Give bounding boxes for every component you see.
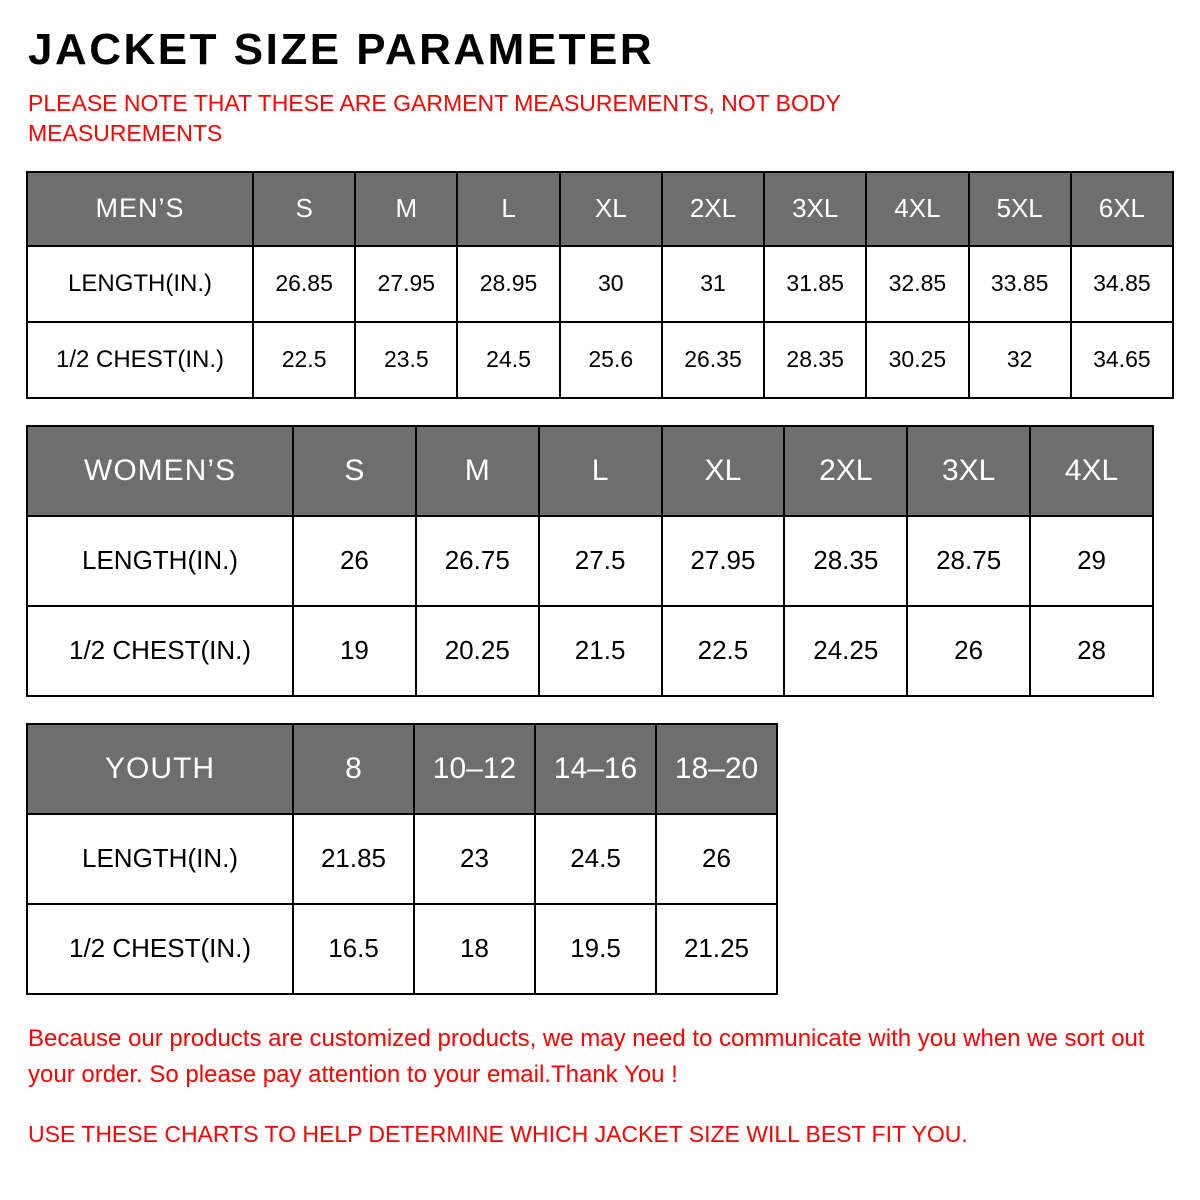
table-cell: 24.25 [784, 606, 907, 696]
column-header: 3XL [907, 426, 1030, 516]
table-cell: 27.5 [539, 516, 662, 606]
mens-size-table [26, 171, 1174, 399]
table-cell: 32 [969, 322, 1071, 398]
table-cell: 20.25 [416, 606, 539, 696]
table-cell: 22.5 [662, 606, 785, 696]
customization-notice: Because our products are customized products, we may need to communicate with you when we sort out your order. So please pay attention to your email.Thank You ! [28, 1024, 1145, 1088]
womens-size-table [26, 425, 1154, 697]
table-cell: 26 [907, 606, 1030, 696]
table-cell: 25.6 [560, 322, 662, 398]
column-header: 2XL [662, 172, 764, 246]
table-cell: 23 [414, 814, 535, 904]
table-cell: 26.85 [253, 246, 355, 322]
column-header: 14–16 [535, 724, 656, 814]
table-cell: 24.5 [535, 814, 656, 904]
column-header: XL [662, 426, 785, 516]
column-header: M [416, 426, 539, 516]
table-cell: 34.65 [1071, 322, 1173, 398]
table-row [27, 606, 1153, 696]
table-cell: 26.75 [416, 516, 539, 606]
table-header-row [27, 724, 777, 814]
row-label: 1/2 CHEST(IN.) [27, 904, 293, 994]
row-label: LENGTH(IN.) [27, 516, 293, 606]
row-label: 1/2 CHEST(IN.) [27, 322, 253, 398]
table-cell: 21.25 [656, 904, 777, 994]
table-cell: 23.5 [355, 322, 457, 398]
column-header: M [355, 172, 457, 246]
table-cell: 28.35 [764, 322, 866, 398]
column-header: XL [560, 172, 662, 246]
youth-size-table [26, 723, 778, 995]
table-row [27, 322, 1173, 398]
column-header: 3XL [764, 172, 866, 246]
column-header: 6XL [1071, 172, 1173, 246]
column-header: 2XL [784, 426, 907, 516]
column-header: MEN’S [27, 172, 253, 246]
table-cell: 26 [656, 814, 777, 904]
table-row [27, 516, 1153, 606]
column-header: S [293, 426, 416, 516]
table-cell: 30 [560, 246, 662, 322]
table-cell: 22.5 [253, 322, 355, 398]
column-header: 10–12 [414, 724, 535, 814]
column-header: 18–20 [656, 724, 777, 814]
table-row [27, 246, 1173, 322]
table-cell: 32.85 [866, 246, 968, 322]
table-cell: 28.35 [784, 516, 907, 606]
table-row [27, 814, 777, 904]
table-cell: 24.5 [457, 322, 559, 398]
measurement-note: PLEASE NOTE THAT THESE ARE GARMENT MEASUREMENTS, NOT BODY MEASUREMENTS [28, 90, 841, 147]
table-cell: 31 [662, 246, 764, 322]
page-title: JACKET SIZE PARAMETER [28, 25, 655, 74]
column-header: S [253, 172, 355, 246]
row-label: 1/2 CHEST(IN.) [27, 606, 293, 696]
table-cell: 34.85 [1071, 246, 1173, 322]
table-cell: 21.85 [293, 814, 414, 904]
table-header-row [27, 172, 1173, 246]
table-cell: 19.5 [535, 904, 656, 994]
table-cell: 29 [1030, 516, 1153, 606]
table-cell: 16.5 [293, 904, 414, 994]
table-cell: 28.75 [907, 516, 1030, 606]
table-cell: 26.35 [662, 322, 764, 398]
table-cell: 27.95 [662, 516, 785, 606]
column-header: 4XL [866, 172, 968, 246]
row-label: LENGTH(IN.) [27, 814, 293, 904]
column-header: L [457, 172, 559, 246]
table-row [27, 904, 777, 994]
column-header: WOMEN’S [27, 426, 293, 516]
table-cell: 30.25 [866, 322, 968, 398]
table-cell: 21.5 [539, 606, 662, 696]
row-label: LENGTH(IN.) [27, 246, 253, 322]
table-cell: 26 [293, 516, 416, 606]
table-header-row [27, 426, 1153, 516]
table-cell: 18 [414, 904, 535, 994]
column-header: 5XL [969, 172, 1071, 246]
chart-usage-notice: USE THESE CHARTS TO HELP DETERMINE WHICH JACKET SIZE WILL BEST FIT YOU. [28, 1120, 968, 1147]
table-cell: 27.95 [355, 246, 457, 322]
column-header: YOUTH [27, 724, 293, 814]
table-cell: 31.85 [764, 246, 866, 322]
table-cell: 33.85 [969, 246, 1071, 322]
column-header: 8 [293, 724, 414, 814]
column-header: 4XL [1030, 426, 1153, 516]
table-cell: 19 [293, 606, 416, 696]
column-header: L [539, 426, 662, 516]
table-cell: 28 [1030, 606, 1153, 696]
table-cell: 28.95 [457, 246, 559, 322]
